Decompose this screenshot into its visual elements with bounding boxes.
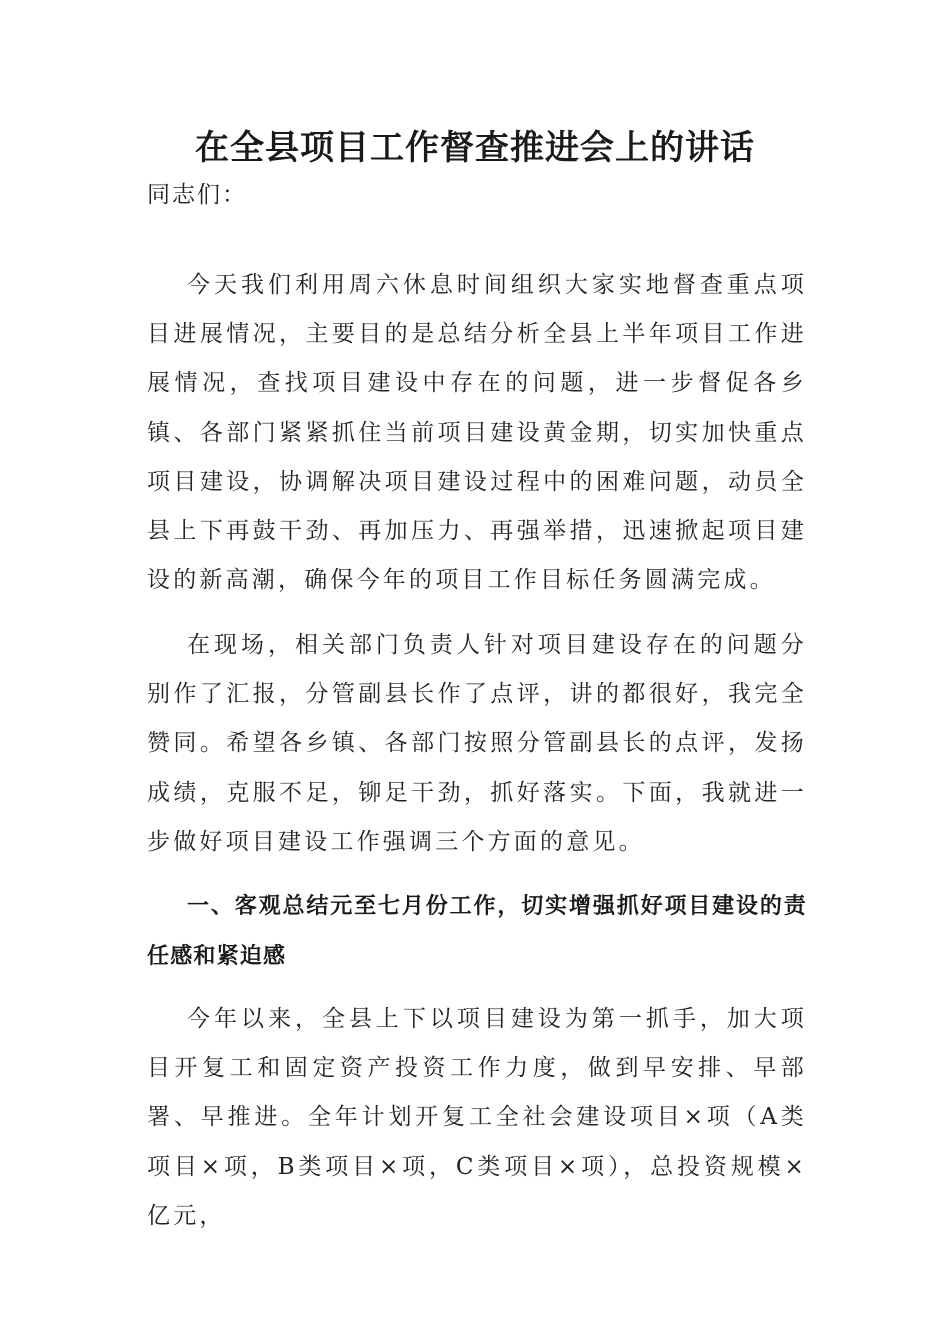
document-title: 在全县项目工作督查推进会上的讲话 xyxy=(195,128,755,168)
paragraph-1: 今天我们利用周六休息时间组织大家实地督查重点项目进展情况，主要目的是总结分析全县上半年项目工作进展情况，查找项目建设中存在的问题，进一步督促各乡镇、各部门紧紧抓住当前项目建设黄金期，切实加快重点项目建设，协调解决项目建设过程中的困难问题，动员全县上下再鼓干劲、再加压力、再强举措，迅速掀起项目建设的新高潮，确保今年的项目工作目标任务圆满完成。 xyxy=(147,272,807,594)
paragraph-2: 在现场，相关部门负责人针对项目建设存在的问题分别作了汇报，分管副县长作了点评，讲的都很好，我完全赞同。希望各乡镇、各部门按照分管副县长的点评，发扬成绩，克服不足，铆足干劲，抓好落实。下面，我就进一步做好项目建设工作强调三个方面的意见。 xyxy=(147,632,807,855)
greeting: 同志们： xyxy=(147,182,247,208)
paragraph-3: 今年以来，全县上下以项目建设为第一抓手，加大项目开复工和固定资产投资工作力度，做到早安排、早部署、早推进。全年计划开复工全社会建设项目×项（A类项目×项，B类项目×项，C类项目×项），总投资规模×亿元， xyxy=(147,1006,807,1229)
section-1-heading: 一、客观总结元至七月份工作，切实增强抓好项目建设的责任感和紧迫感 xyxy=(147,894,807,969)
